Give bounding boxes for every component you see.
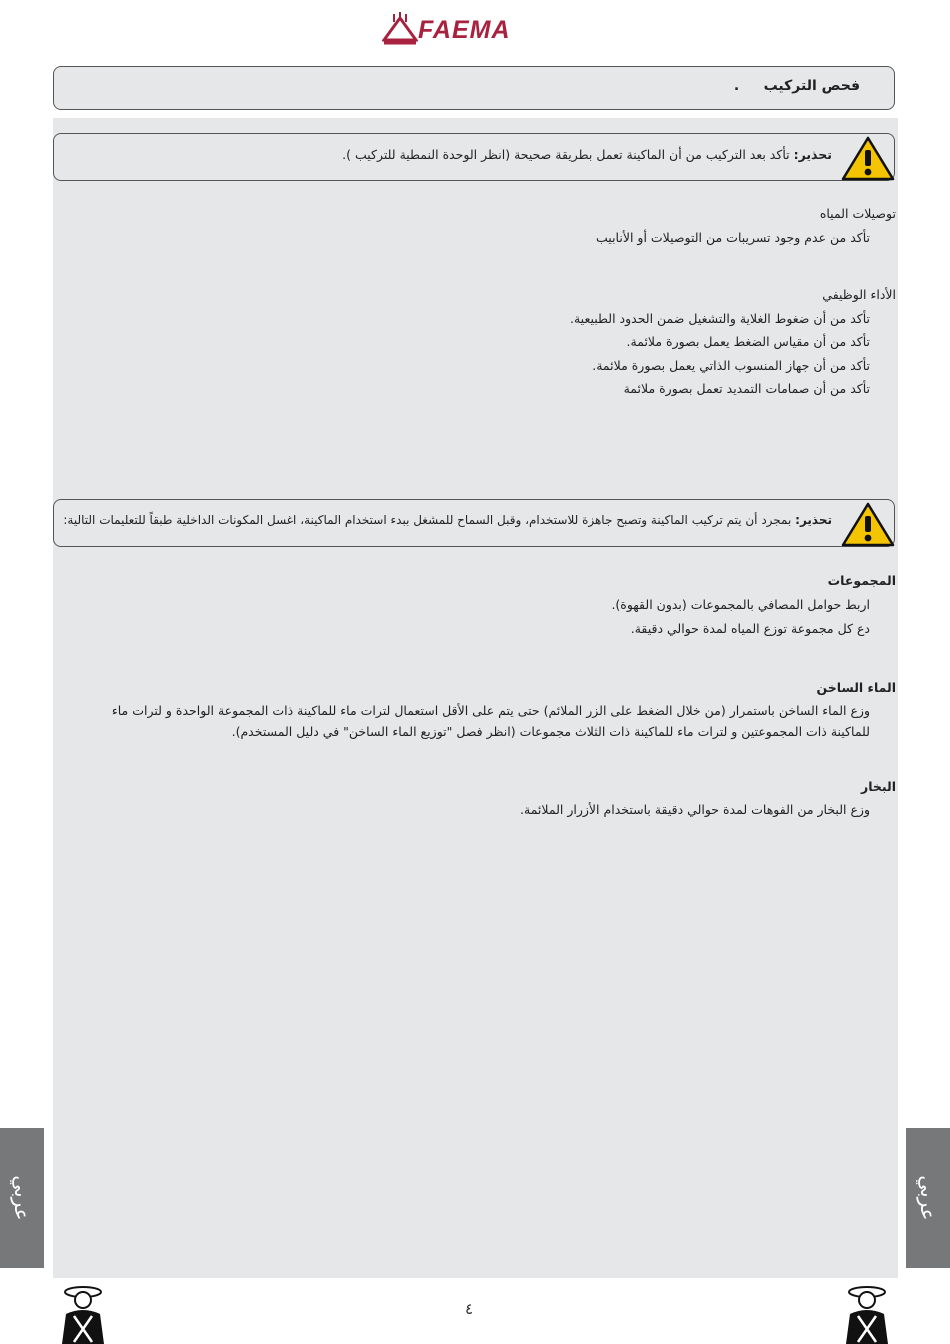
page-number: ٤: [465, 1300, 474, 1318]
list-item: تأكد من أن جهاز المنسوب الذاتي يعمل بصورة ملائمة.: [592, 358, 870, 373]
warning-triangle-icon: [840, 501, 896, 547]
warning-1-body: تأكد بعد التركيب من أن الماكينة تعمل بطريقة صحيحة (انظر الوحدة النمطية للتركيب ).: [342, 147, 790, 162]
section-title: [734, 78, 860, 94]
technician-figure-icon: [52, 1284, 114, 1344]
language-tab-right: [906, 1128, 950, 1268]
faema-logo: [382, 12, 568, 46]
warning-triangle-icon: [840, 135, 896, 181]
list-item: دع كل مجموعة توزع المياه لمدة حوالي دقيقة.: [630, 621, 870, 636]
section-title-box: [53, 66, 895, 110]
list-item: تأكد من أن ضغوط الغلاية والتشغيل ضمن الحدود الطبيعية.: [570, 311, 870, 326]
list-item: تأكد من أن مقياس الضغط يعمل بصورة ملائمة.: [626, 334, 870, 349]
warning-2-text: [63, 513, 832, 527]
warning-1-text: [342, 147, 832, 162]
logo-text: FAEMA: [418, 16, 511, 44]
warning-1-label: تحذير:: [793, 147, 832, 162]
warning-box-2: [53, 499, 895, 547]
list-item: تأكد من عدم وجود تسريبات من التوصيلات أو الأنابيب: [596, 230, 870, 245]
language-tab-left: [0, 1128, 44, 1268]
technician-figure-icon: [836, 1284, 898, 1344]
section-title-text: فحص التركيب: [763, 78, 860, 94]
groups-heading: المجموعات: [827, 573, 896, 588]
hot-water-paragraph: وزع الماء الساخن باستمرار (من خلال الضغط على الزر الملائم) حتى يتم على الأقل استعمال لترات ماء للماكينة ذات المجموعة الواحدة و لترات ماء للماكينة ذات المجموعتين و لترات ماء للماكينة ذات الثلاث مجموعات (انظر فصل "توزيع الماء الساخن" في دليل المستخدم).: [111, 703, 870, 739]
functional-performance-heading: الأداء الوظيفي: [822, 287, 896, 302]
language-tab-label: عربي: [916, 1175, 940, 1221]
list-item: اربط حوامل المصافي بالمجموعات (بدون القهوة).: [611, 597, 870, 612]
water-connections-heading: توصيلات المياه: [819, 206, 896, 221]
steam-heading: البخار: [861, 779, 896, 794]
hot-water-heading: الماء الساخن: [816, 680, 896, 695]
warning-box-1: [53, 133, 895, 181]
language-tab-label: عربي: [10, 1175, 34, 1221]
logo-roof-icon: [382, 12, 418, 46]
warning-2-label: تحذير:: [795, 513, 832, 527]
list-item: تأكد من أن صمامات التمديد تعمل بصورة ملائمة: [623, 381, 870, 396]
list-item: وزع البخار من الفوهات لمدة حوالي دقيقة باستخدام الأزرار الملائمة.: [520, 802, 870, 817]
warning-2-body: بمجرد أن يتم تركيب الماكينة وتصبح جاهزة للاستخدام، وقبل السماح للمشغل ببدء استخدام الماكينة، اغسل المكونات الداخلية طبقاً للتعليمات التالية:: [63, 513, 792, 527]
content-panel: [53, 118, 898, 1278]
section-number: .: [733, 78, 740, 94]
